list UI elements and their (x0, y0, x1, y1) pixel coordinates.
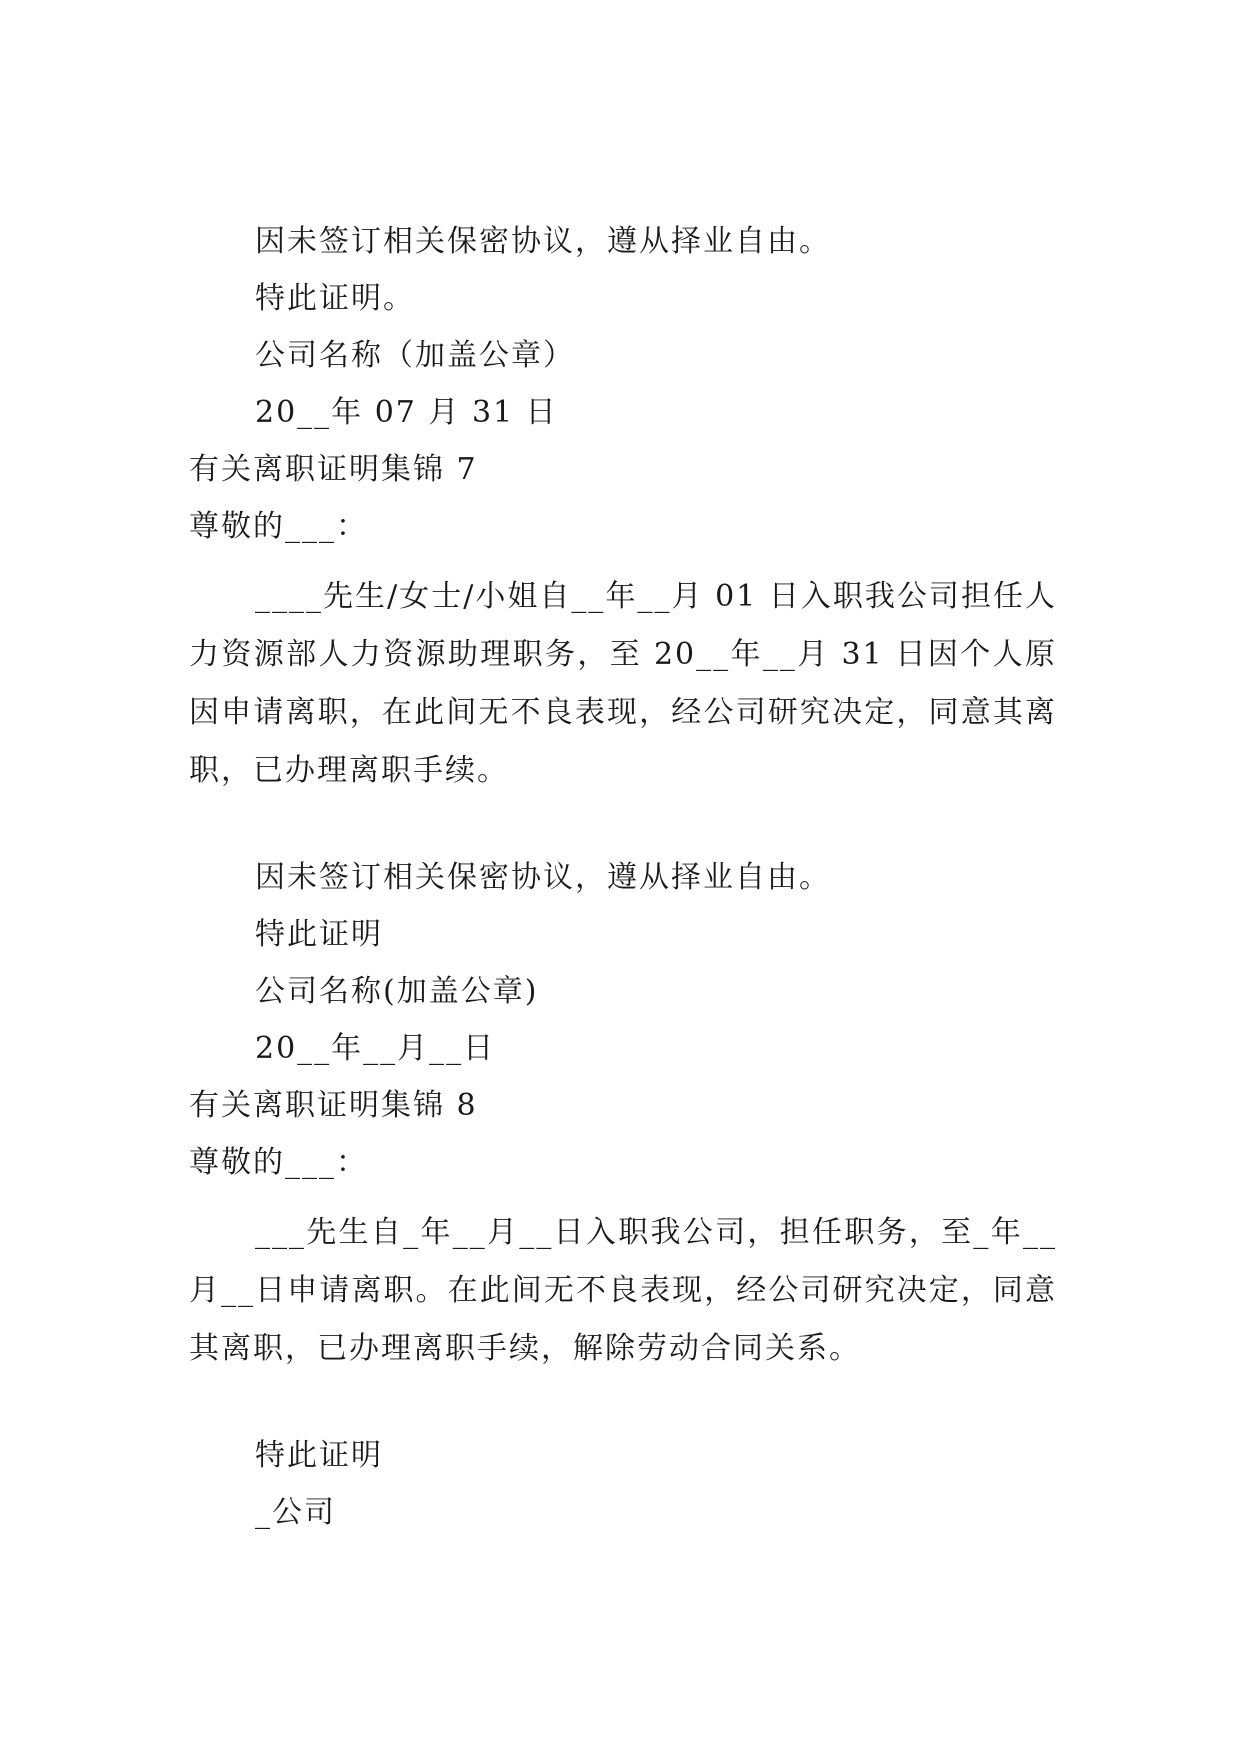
company-line: _公司 (255, 1495, 336, 1530)
salutation: 尊敬的___： (189, 509, 368, 544)
text-line: 特此证明。 (255, 281, 415, 316)
salutation: 尊敬的___： (189, 1145, 368, 1180)
date-line: 20__年 07 月 31 日 (255, 395, 558, 430)
date-line: 20__年__月__日 (255, 1031, 496, 1066)
body-paragraph: ____先生/女士/小姐自__年__月 01 日入职我公司担任人力资源部人力资源助理职务，至 20__年__月 31 日因个人原因申请离职，在此间无不良表现，经公司研究决定，同意其离职，已办理离职手续。 (189, 579, 1057, 788)
text-line: 公司名称(加盖公章) (255, 974, 539, 1009)
text-line: 公司名称（加盖公章） (255, 338, 575, 373)
section-heading: 有关离职证明集锦 7 (189, 452, 478, 487)
section-heading: 有关离职证明集锦 8 (189, 1088, 478, 1123)
text-line: 因未签订相关保密协议，遵从择业自由。 (255, 224, 831, 259)
body-paragraph: ___先生自_年__月__日入职我公司，担任职务，至_年__月__日申请离职。在此间无不良表现，经公司研究决定，同意其离职，已办理离职手续，解除劳动合同关系。 (189, 1215, 1057, 1366)
text-line: 因未签订相关保密协议，遵从择业自由。 (255, 860, 831, 895)
text-line: 特此证明 (255, 917, 383, 952)
text-line: 特此证明 (255, 1438, 383, 1473)
